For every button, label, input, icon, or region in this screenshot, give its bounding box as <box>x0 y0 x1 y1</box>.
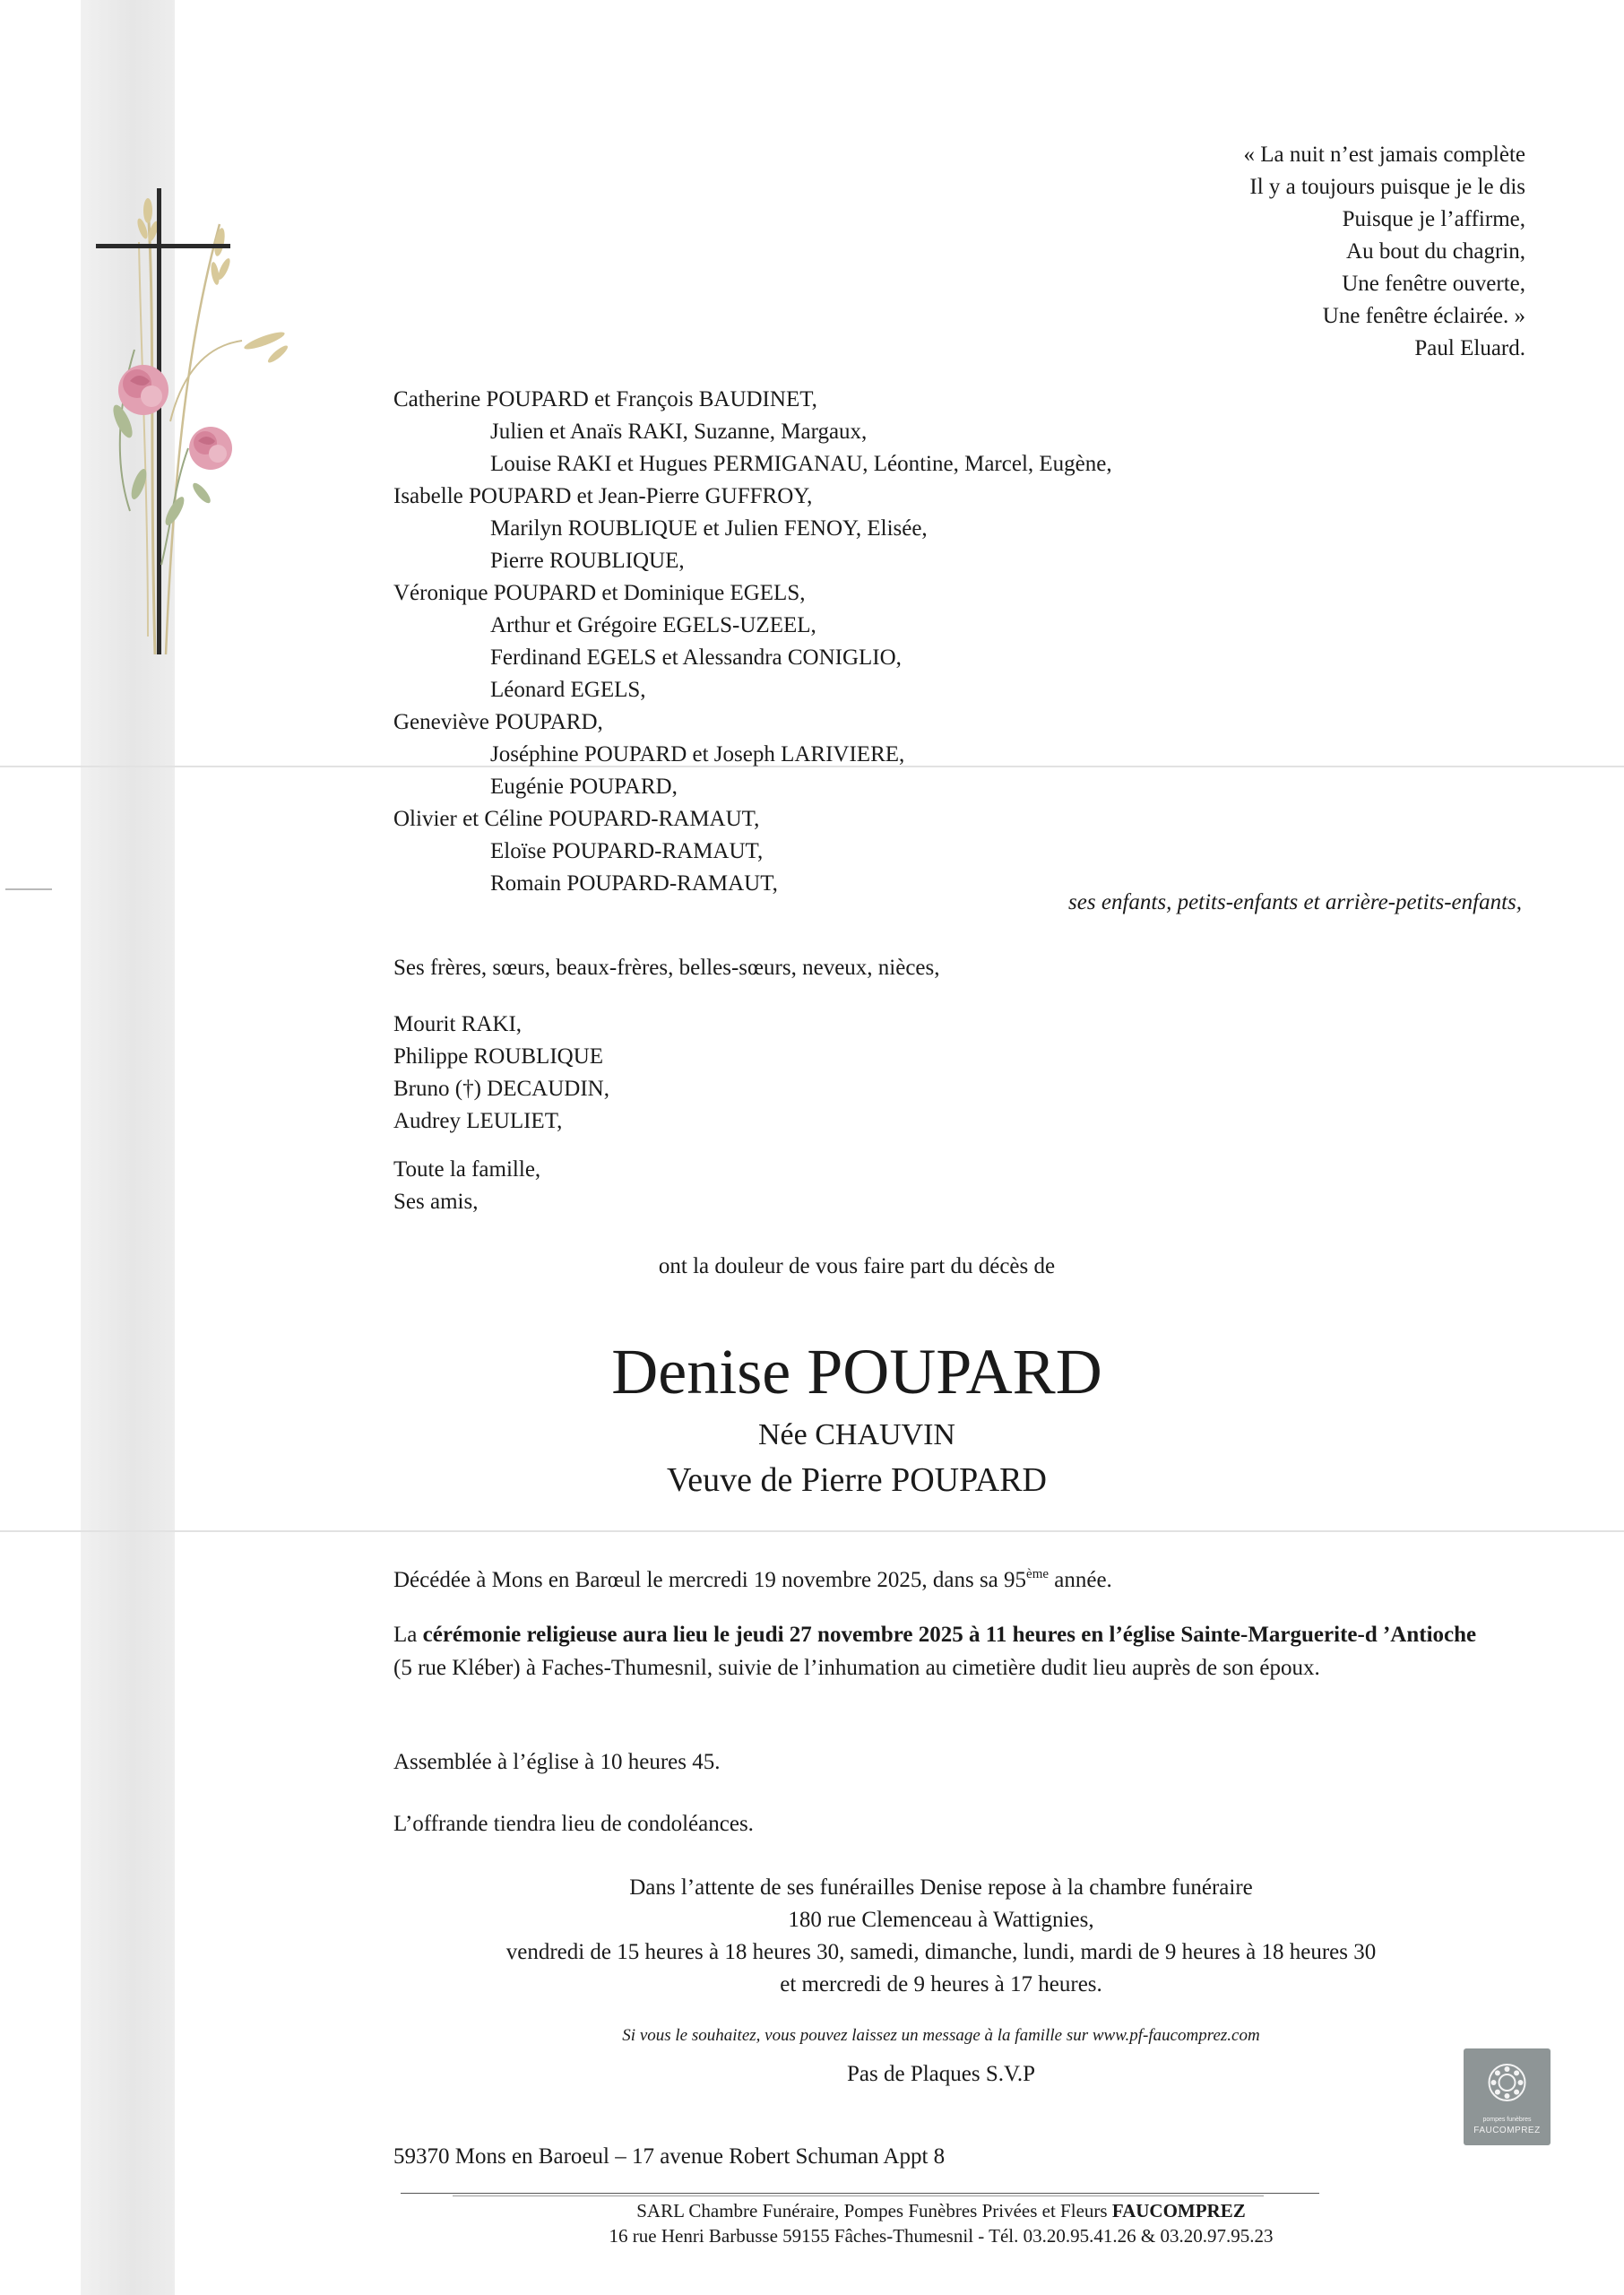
family-friends-line: Toute la famille, <box>393 1157 541 1182</box>
visitation-line: et mercredi de 9 heures à 17 heures. <box>780 1972 1102 1996</box>
family-list <box>393 384 1505 900</box>
other-relative: Bruno (†) DECAUDIN, <box>393 1077 609 1101</box>
family-line: Isabelle POUPARD et Jean-Pierre GUFFROY, <box>393 484 813 508</box>
no-plaques-note: Pas de Plaques S.V.P <box>847 2062 1035 2086</box>
family-line: Julien et Anaïs RAKI, Suzanne, Margaux, <box>490 420 868 444</box>
family-line: Arthur et Grégoire EGELS-UZEEL, <box>490 613 816 637</box>
family-address: 59370 Mons en Baroeul – 17 avenue Robert Schuman Appt 8 <box>393 2144 946 2169</box>
family-line: Joséphine POUPARD et Joseph LARIVIERE, <box>490 742 905 766</box>
poem-line: « La nuit n’est jamais complète <box>1243 143 1525 167</box>
ordinal-suffix: ème <box>1026 1567 1050 1581</box>
family-line: Marilyn ROUBLIQUE et Julien FENOY, Elisée, <box>490 516 928 541</box>
family-line: Olivier et Céline POUPARD-RAMAUT, <box>393 807 760 831</box>
family-line: Catherine POUPARD et François BAUDINET, <box>393 387 817 411</box>
maiden-name: Née CHAUVIN <box>757 1418 955 1451</box>
other-relative: Mourit RAKI, <box>393 1012 523 1036</box>
poem-line: Puisque je l’affirme, <box>1342 207 1525 231</box>
footer-line-2: 16 rue Henri Barbusse 59155 Fâches-Thumesnil - Tél. 03.20.95.41.26 & 03.20.97.95.23 <box>609 2225 1274 2247</box>
other-relative: Audrey LEULIET, <box>393 1109 563 1133</box>
family-line: Léonard EGELS, <box>490 678 646 702</box>
poem-line: Une fenêtre éclairée. » <box>1322 304 1525 328</box>
scan-mark <box>5 888 52 890</box>
poem-quote <box>898 139 1525 365</box>
footer-line-1 <box>269 2198 1613 2223</box>
descendants-note: ses enfants, petits-enfants et arrière-petits-enfants, <box>1068 890 1522 914</box>
fold-line <box>0 1530 1624 1532</box>
poem-line: Une fenêtre ouverte, <box>1342 272 1525 296</box>
offering-line: L’offrande tiendra lieu de condoléances. <box>393 1812 754 1836</box>
footer <box>269 2198 1613 2248</box>
family-line: Ferdinand EGELS et Alessandra CONIGLIO, <box>490 645 902 670</box>
family-friends <box>393 1154 540 1218</box>
family-line: Eugénie POUPARD, <box>490 775 678 799</box>
visitation-line: Dans l’attente de ses funérailles Denise repose à la chambre funéraire <box>629 1875 1253 1900</box>
visitation-info <box>269 1872 1613 2001</box>
poem-line: Il y a toujours puisque je le dis <box>1249 175 1525 199</box>
family-line: Romain POUPARD-RAMAUT, <box>490 871 778 896</box>
ceremony-text: La <box>393 1623 423 1647</box>
widow-line: Veuve de Pierre POUPARD <box>667 1461 1047 1499</box>
assembly-line: Assemblée à l’église à 10 heures 45. <box>393 1750 721 1774</box>
visitation-line: 180 rue Clemenceau à Wattignies, <box>788 1908 1094 1932</box>
footer-brand: FAUCOMPREZ <box>1111 2200 1246 2221</box>
family-line: Eloïse POUPARD-RAMAUT, <box>490 839 764 863</box>
death-text: Décédée à Mons en Barœul le mercredi 19 novembre 2025, dans sa 95 <box>393 1568 1027 1592</box>
ceremony-paragraph <box>393 1618 1496 1684</box>
family-friends-line: Ses amis, <box>393 1190 479 1214</box>
ceremony-bold: cérémonie religieuse aura lieu le jeudi 27 novembre 2025 à 11 heures en l’église Sainte-Marguerite-d ’Antioche <box>422 1623 1477 1647</box>
deceased-name: Denise POUPARD <box>611 1336 1102 1407</box>
family-line: Véronique POUPARD et Dominique EGELS, <box>393 581 806 605</box>
footer-company: SARL Chambre Funéraire, Pompes Funèbres Privées et Fleurs <box>636 2200 1112 2221</box>
footer-divider <box>453 2195 1264 2196</box>
poem-line: Au bout du chagrin, <box>1346 239 1525 264</box>
death-notice <box>393 1558 1496 1597</box>
others-list <box>393 1009 609 1138</box>
siblings-line: Ses frères, sœurs, beaux-frères, belles-sœurs, neveux, nièces, <box>393 956 940 980</box>
death-text-end: année. <box>1049 1568 1112 1592</box>
logo-small-text: pompes funèbres <box>1482 2117 1532 2123</box>
rosette-icon <box>1464 2048 1551 2117</box>
poem-author: Paul Eluard. <box>1414 336 1525 360</box>
visitation-line: vendredi de 15 heures à 18 heures 30, samedi, dimanche, lundi, mardi de 9 heures à 18 heures 30 <box>505 1940 1377 1964</box>
cross-flowers-icon <box>85 188 327 677</box>
footer-divider <box>401 2193 1319 2194</box>
funeral-home-logo <box>1464 2048 1551 2145</box>
announcement-line: ont la douleur de vous faire part du décès de <box>658 1254 1056 1278</box>
ceremony-text-end: (5 rue Kléber) à Faches-Thumesnil, suivie de l’inhumation au cimetière dudit lieu auprès de son époux. <box>393 1656 1320 1680</box>
website-message: Si vous le souhaitez, vous pouvez laissez un message à la famille sur www.pf-faucomprez.com <box>622 2026 1260 2045</box>
family-line: Geneviève POUPARD, <box>393 710 603 734</box>
family-line: Pierre ROUBLIQUE, <box>490 549 685 573</box>
other-relative: Philippe ROUBLIQUE <box>393 1044 604 1069</box>
family-line: Louise RAKI et Hugues PERMIGANAU, Léontine, Marcel, Eugène, <box>490 452 1112 476</box>
logo-brand: FAUCOMPREZ <box>1473 2126 1541 2135</box>
